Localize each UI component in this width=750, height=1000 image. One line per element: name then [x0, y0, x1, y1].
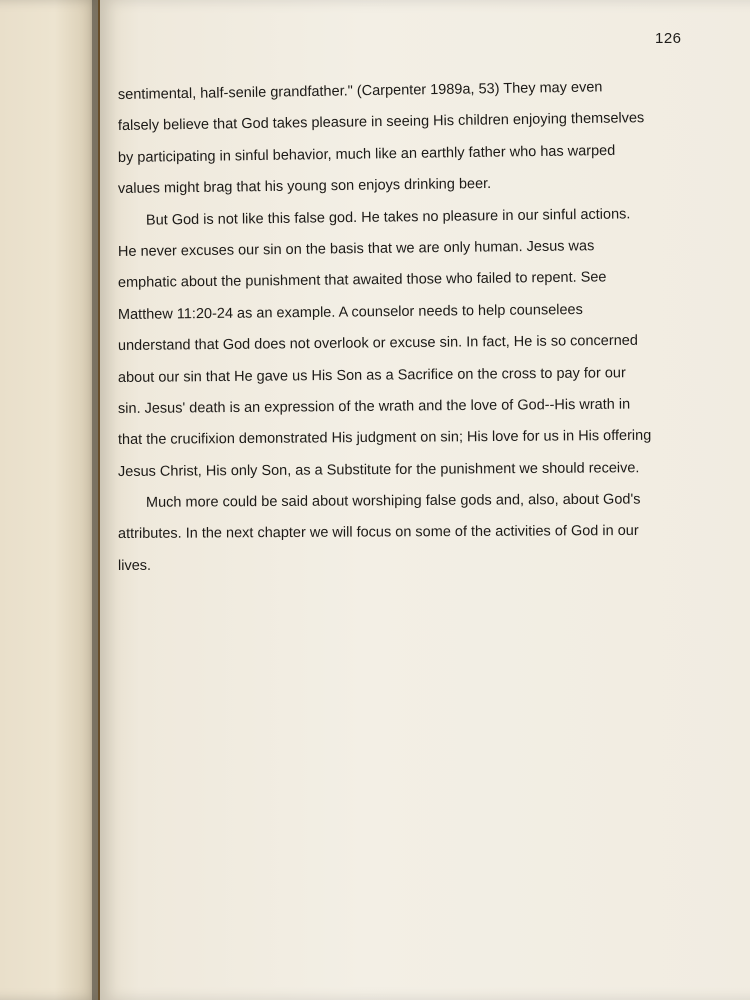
text-line: sin. Jesus' death is an expression of the wrath and the love of God--His wrath in: [117, 396, 631, 417]
text-line: emphatic about the punishment that awaited those who failed to repent. See: [117, 269, 607, 292]
text-line: lives.: [117, 557, 152, 574]
paragraph-start-line: Much more could be said about worshiping false gods and, also, about God's: [145, 491, 641, 511]
left-page-edge: [0, 0, 98, 1000]
text-line: falsely believe that God takes pleasure in seeing His children enjoying themselves: [117, 110, 645, 135]
text-line: by participating in sinful behavior, much like an earthly father who has warped: [117, 142, 616, 166]
paragraph-start-line: But God is not like this false god. He takes no pleasure in our sinful actions.: [145, 205, 631, 229]
text-line: attributes. In the next chapter we will focus on some of the activities of God in our: [117, 523, 639, 543]
text-line: He never excuses our sin on the basis that we are only human. Jesus was: [117, 238, 595, 260]
text-line: understand that God does not overlook or excuse sin. In fact, He is so concerned: [117, 332, 638, 355]
text-line: values might brag that his young son enjoys drinking beer.: [117, 176, 492, 198]
text-line: Matthew 11:20-24 as an example. A counselor needs to help counselees: [117, 301, 583, 323]
text-line: that the crucifixion demonstrated His judgment on sin; His love for us in His offering: [117, 428, 652, 449]
text-line: about our sin that He gave us His Son as a Sacrifice on the cross to pay for our: [117, 364, 626, 386]
page-body-text: [118, 80, 693, 582]
page-number: 126: [655, 30, 682, 47]
text-line: Jesus Christ, His only Son, as a Substitute for the punishment we should receive.: [117, 459, 640, 480]
text-line: sentimental, half-senile grandfather." (Carpenter 1989a, 53) They may even: [117, 79, 603, 103]
